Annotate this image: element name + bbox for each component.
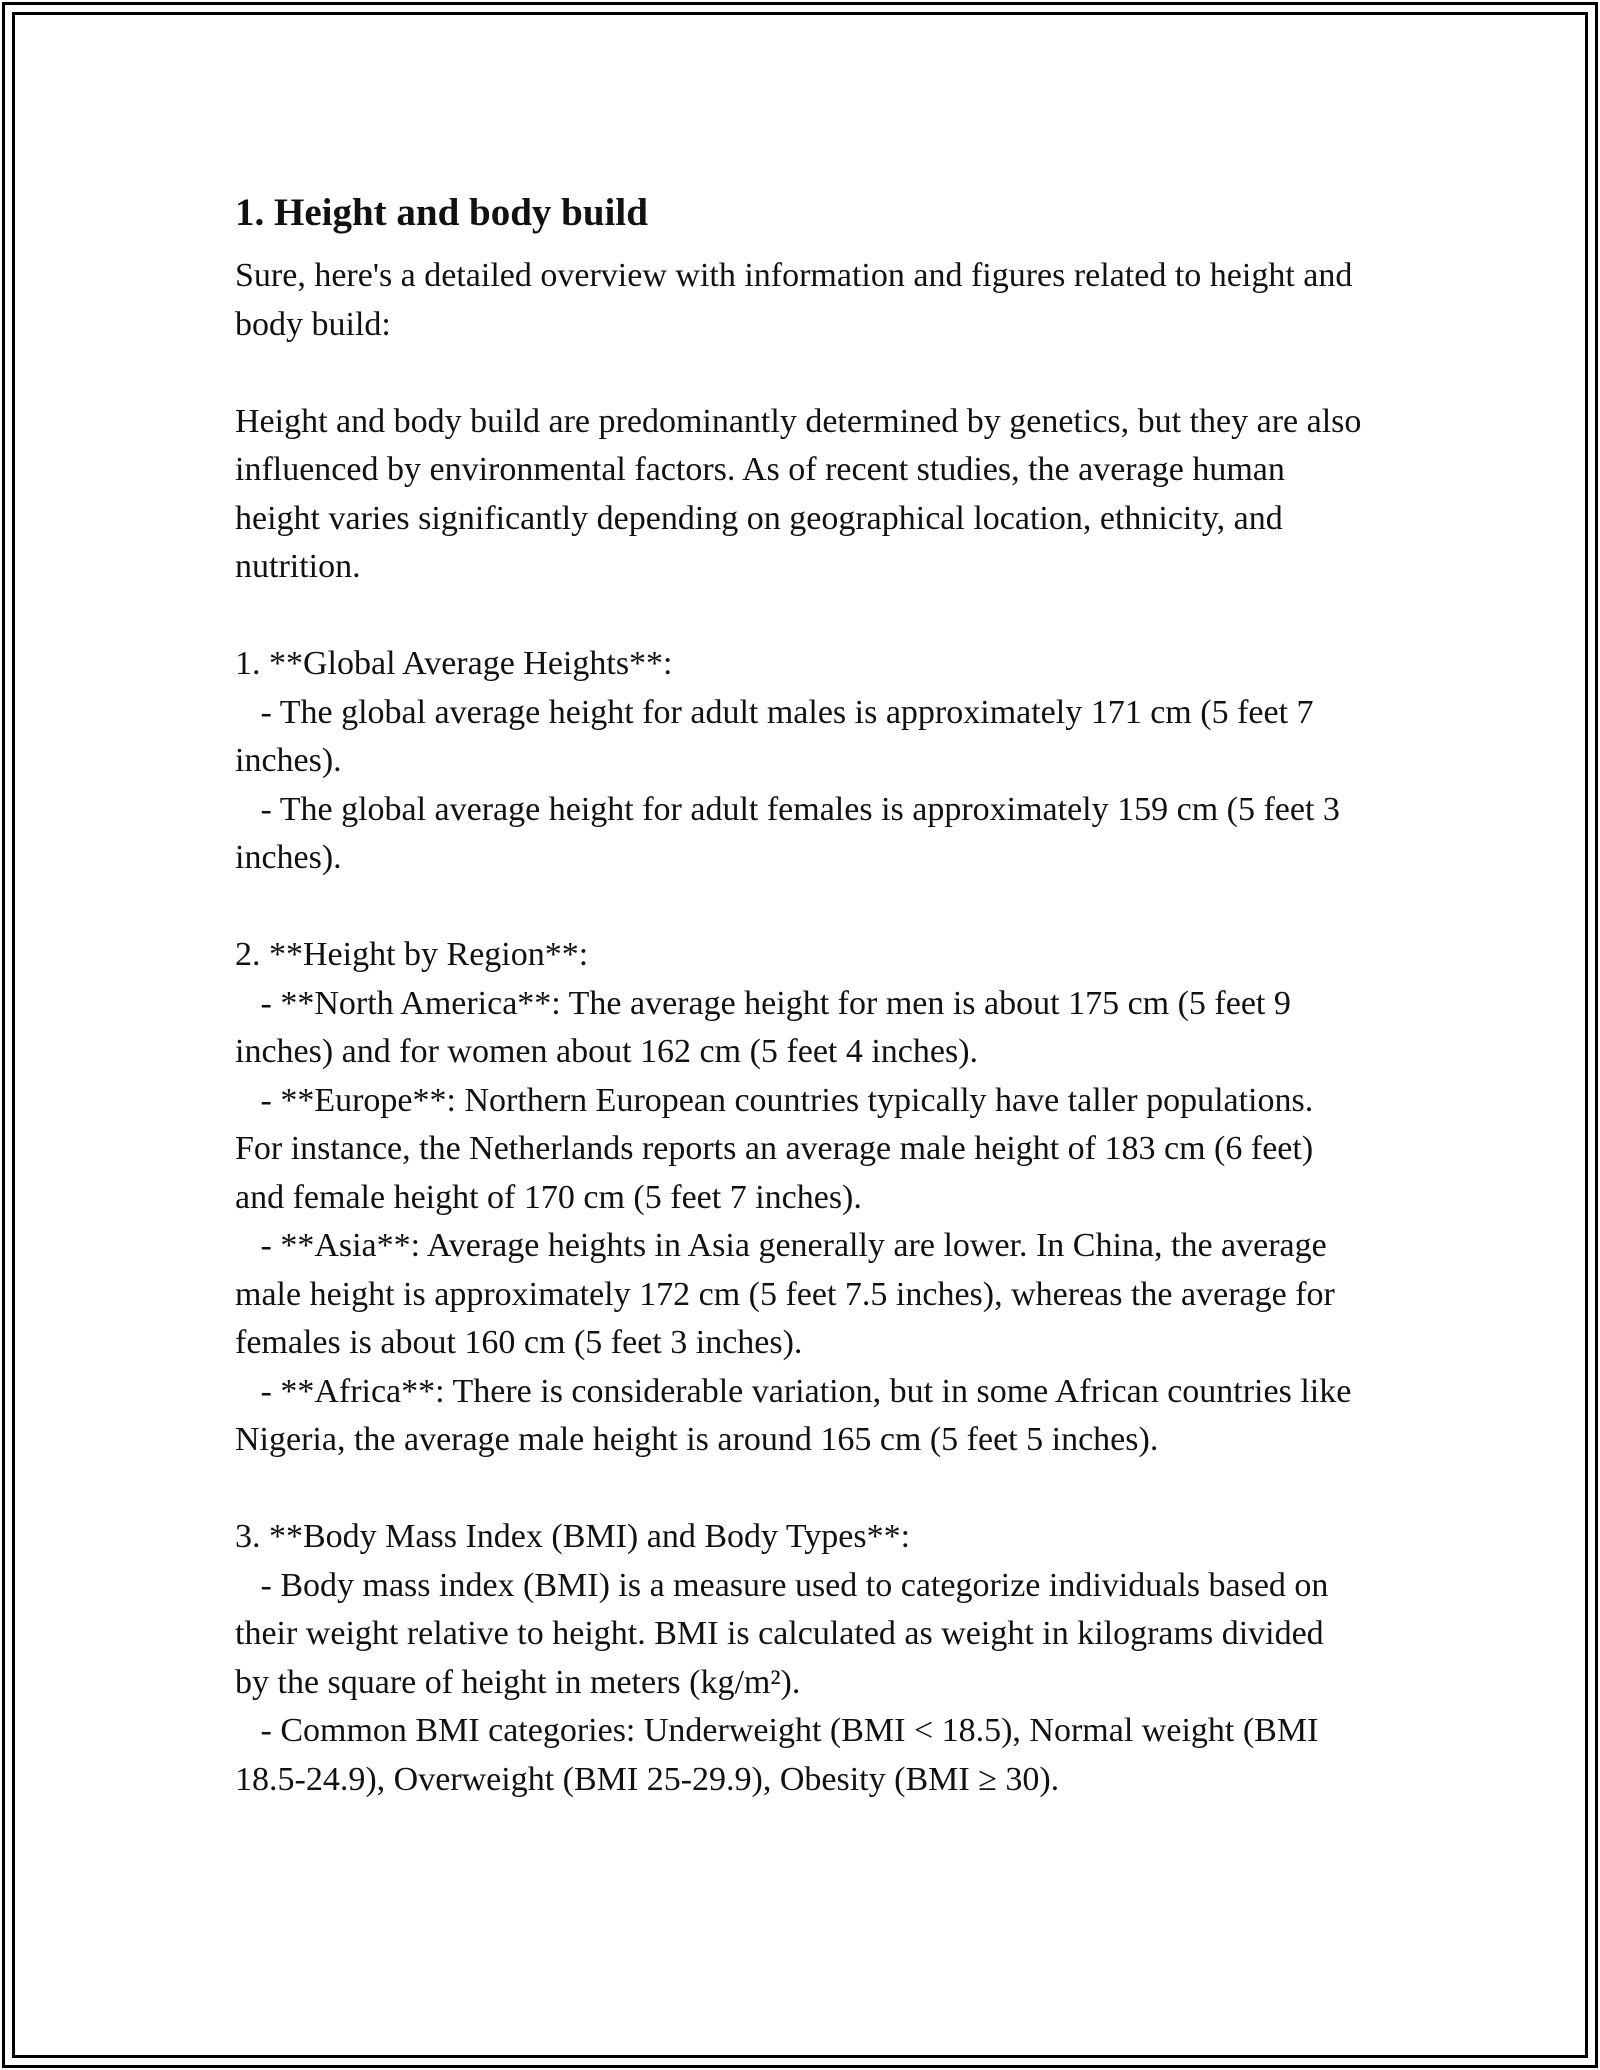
list-item: - **Europe**: Northern European countries typically have taller populations. For instance, the Netherlands reports an average male height of 183 cm (6 feet) and female height of 170 cm (5 feet 7 inches). — [235, 1081, 1322, 1216]
list-item: - **North America**: The average height for men is about 175 cm (5 feet 9 inches) and for women about 162 cm (5 feet 4 inches). — [235, 984, 1300, 1070]
overview-paragraph: Height and body build are predominantly determined by genetics, but they are also influenced by environmental factors. As of recent studies, the average human height varies significantly depending on geographical location, ethnicity, and nutrition. — [235, 402, 1370, 585]
list-item: - Common BMI categories: Underweight (BMI < 18.5), Normal weight (BMI 18.5-24.9), Overweight (BMI 25-29.9), Obesity (BMI ≥ 30). — [235, 1712, 1327, 1798]
paragraph-gap — [235, 592, 1365, 641]
list-item: - The global average height for adult females is approximately 159 cm (5 feet 3 inches). — [235, 790, 1349, 876]
paragraph-gap — [235, 349, 1365, 398]
paragraph-gap — [235, 883, 1365, 932]
list-item: - **Asia**: Average heights in Asia generally are lower. In China, the average male height is approximately 172 cm (5 feet 7.5 inches), whereas the average for females is about 160 cm (5 feet 3 inches). — [235, 1227, 1344, 1361]
document-body — [235, 182, 1370, 1804]
list-item: - The global average height for adult males is approximately 171 cm (5 feet 7 inches). — [235, 693, 1323, 779]
list-item: - **Africa**: There is considerable variation, but in some African countries like Nigeria, the average male height is around 165 cm (5 feet 5 inches). — [235, 1372, 1360, 1458]
section-heading: 3. **Body Mass Index (BMI) and Body Types**: — [235, 1518, 911, 1555]
list-item: - Body mass index (BMI) is a measure used to categorize individuals based on their weight relative to height. BMI is calculated as weight in kilograms divided by the square of height in meters (kg/m²). — [235, 1566, 1337, 1701]
document-title: 1. Height and body build — [235, 191, 648, 234]
section-heading: 2. **Height by Region**: — [235, 936, 589, 973]
section-heading: 1. **Global Average Heights**: — [235, 645, 673, 682]
paragraph-gap — [235, 1465, 1365, 1514]
intro-paragraph: Sure, here's a detailed overview with information and figures related to height and body build: — [235, 257, 1361, 343]
